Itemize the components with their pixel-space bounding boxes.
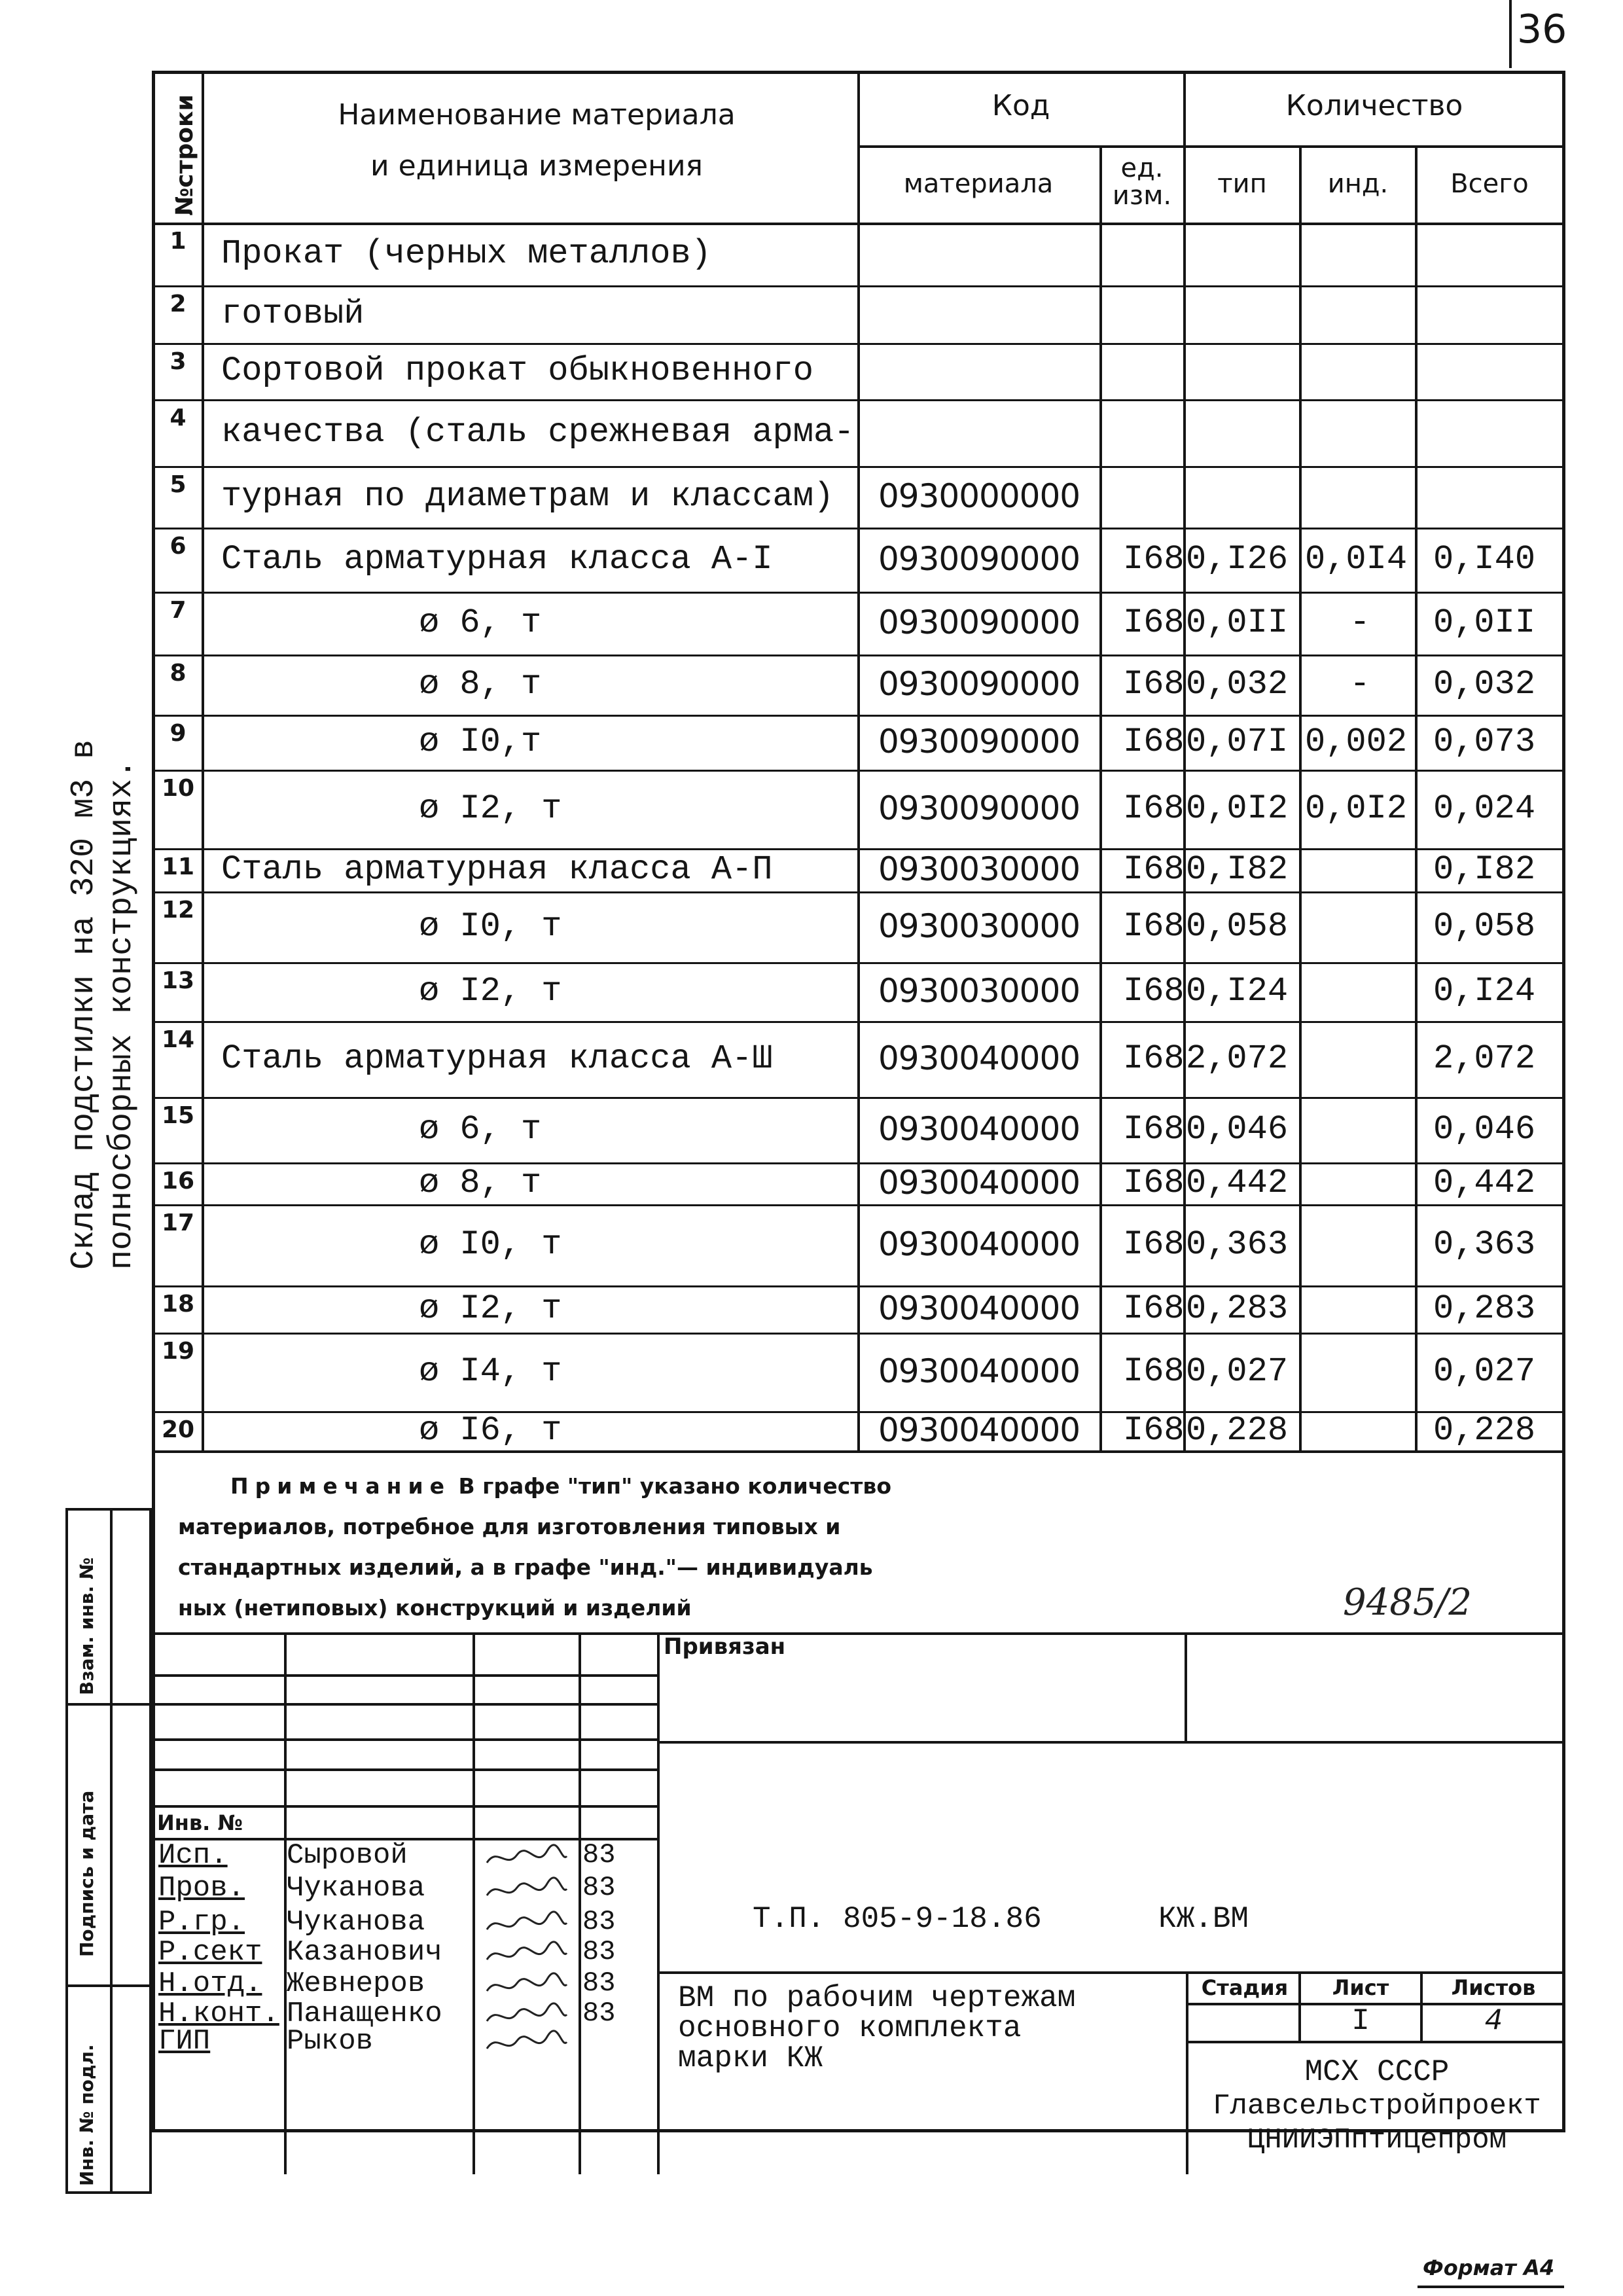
row-code: 0930040000 [878,1039,1080,1077]
inv-no-label: Инв. № [157,1810,243,1835]
row-number: 9 [169,720,187,747]
row-name: ø I6, т [419,1411,562,1450]
sheets-label: Листов [1451,1975,1536,2000]
row-total: 0,027 [1433,1352,1536,1391]
signer-year: 83 [582,1967,616,1999]
row-total: 0,442 [1433,1164,1536,1202]
format-label: Формат А4 [1423,2255,1555,2280]
row-typ: 0,0I2 [1186,789,1289,828]
note-title: Примечание [230,1473,451,1499]
row-name: Сталь арматурная класса А-П [221,850,773,889]
row-number: 2 [169,291,187,317]
tb-grid-4 [152,1768,657,1771]
header-qty: Количество [1285,89,1463,122]
row-unit: I68 [1123,850,1185,889]
row-typ: 0,363 [1186,1225,1289,1264]
row-name: ø 6, т [419,603,542,642]
row-typ: 0,032 [1186,665,1289,704]
row-separator [152,1162,1565,1164]
page-number: 36 [1517,7,1567,52]
signer-role: ГИП [158,2025,211,2058]
sheet-value: I [1351,2004,1370,2038]
row-total: 0,I40 [1433,540,1536,579]
tb-stage-bottom [1186,2041,1564,2043]
row-name: готовый [221,295,365,333]
row-number: 3 [169,348,187,375]
row-total: 0,073 [1433,723,1536,761]
signer-role: Исп. [158,1839,228,1872]
row-name: ø I4, т [419,1352,562,1391]
header-material: материала [903,169,1054,199]
row-code: 0930040000 [878,1352,1080,1390]
row-code: 0930090000 [878,540,1080,578]
row-unit: I68 [1123,907,1185,946]
left-stamp-inner [110,1508,113,2194]
row-total: 0,I24 [1433,972,1536,1011]
header-subline [857,145,1564,148]
row-typ: 0,07I [1186,723,1289,761]
row-number: 18 [161,1291,195,1318]
signer-year: 83 [582,1839,616,1871]
signer-role: Пров. [158,1872,245,1905]
left-stamp-sep-1 [65,1703,152,1706]
row-unit: I68 [1123,1039,1185,1078]
row-code: 0930090000 [878,665,1080,703]
row-number: 17 [161,1210,195,1236]
row-typ: 0,027 [1186,1352,1289,1391]
col-sep-right [1563,71,1565,1453]
row-separator [152,1285,1565,1287]
row-name: Сортовой прокат обыкновенного [221,351,813,390]
row-separator [152,715,1565,717]
row-name: Сталь арматурная класса А-Ш [221,1039,773,1078]
tb-grid-2 [152,1703,657,1706]
row-name: Прокат (черных металлов) [221,234,711,273]
stage-label: Стадия [1201,1975,1289,2000]
row-number: 20 [161,1416,195,1443]
signer-name: Чуканова [287,1872,425,1905]
row-ind: 0,0I2 [1305,789,1408,828]
signer-role: Н.отд. [158,1967,262,2000]
row-code: 0930040000 [878,1110,1080,1148]
signer-year: 83 [582,1906,616,1937]
row-code: 0930030000 [878,850,1080,888]
row-code: 0930040000 [878,1411,1080,1449]
header-unit: ед. изм. [1112,153,1172,211]
side-label-podpis: Подпись и дата [76,1790,98,1957]
row-total: 0,228 [1433,1411,1536,1450]
row-name: Сталь арматурная класса А-I [221,540,773,579]
row-separator [152,592,1565,594]
row-unit: I68 [1123,1110,1185,1149]
tb-line-code [657,1971,1564,1974]
row-total: 0,I82 [1433,850,1536,889]
row-separator [152,655,1565,656]
row-unit: I68 [1123,1225,1185,1264]
side-title-line-2: полносборных конструкциях. [103,759,141,1270]
sheet-label: Лист [1332,1975,1389,2000]
row-typ: 0,283 [1186,1289,1289,1328]
row-typ: 0,0II [1186,603,1289,642]
row-unit: I68 [1123,723,1185,761]
description-line-3: марки КЖ [678,2041,823,2075]
signer-year: 83 [582,1936,616,1967]
signature-mark [484,1843,569,1878]
row-total: 2,072 [1433,1039,1536,1078]
format-underline [1418,2286,1564,2288]
tb-grid-5 [152,1805,657,1808]
row-ind: - [1349,603,1370,642]
row-separator [152,343,1565,345]
row-separator [152,399,1565,401]
document-mark: КЖ.ВМ [1158,1902,1249,1936]
row-number: 10 [161,775,195,802]
row-code: 0930040000 [878,1289,1080,1327]
row-code: 0930030000 [878,907,1080,945]
sheets-value: 4 [1484,2004,1503,2038]
corner-divider [1509,0,1512,68]
row-unit: I68 [1123,665,1185,704]
tb-sep-sheet [1298,1971,1301,2041]
header-bottom [152,223,1565,225]
document-code: Т.П. 805-9-18.86 [753,1902,1042,1936]
note-line-3: стандартных изделий, а в графе "инд."— индивидуаль [178,1554,873,1580]
document-description [678,1983,1075,2073]
row-separator [152,1411,1565,1413]
row-code: 0930040000 [878,1164,1080,1202]
row-typ: 0,I82 [1186,850,1289,889]
signer-name: Сыровой [287,1839,408,1872]
description-line-2: основного комплекта [678,2011,1022,2045]
note-block [178,1466,1016,1628]
row-code: 0930090000 [878,789,1080,827]
row-code: 0930090000 [878,603,1080,641]
row-number: 16 [161,1168,195,1194]
side-label-vzam: Взам. инв. № [76,1557,98,1695]
table-bottom [152,1450,1565,1453]
row-number: 12 [161,897,195,924]
note-line-1: В графе "тип" указано количество [458,1473,891,1499]
tb-grid-3 [152,1738,657,1741]
header-typ: тип [1217,169,1267,199]
row-number: 7 [169,597,187,624]
signer-year: 83 [582,1998,616,2029]
row-name: ø I2, т [419,1289,562,1328]
row-separator [152,466,1565,468]
row-name: ø 8, т [419,1164,542,1202]
signer-role: Р.сект [158,1936,262,1969]
tb-sep-sig [579,1632,581,2174]
row-unit: I68 [1123,540,1185,579]
row-name: ø I2, т [419,789,562,828]
row-total: 0,363 [1433,1225,1536,1264]
header-code: Код [991,89,1050,122]
row-ind: 0,0I4 [1305,540,1408,579]
row-code: 0930030000 [878,972,1080,1010]
header-total: Всего [1450,169,1529,199]
row-separator [152,1333,1565,1335]
organization [1190,2055,1564,2157]
row-typ: 0,I26 [1186,540,1289,579]
row-unit: I68 [1123,1352,1185,1391]
row-total: 0,032 [1433,665,1536,704]
tb-sep-sheets [1420,1971,1423,2041]
signer-name: Рыков [287,2025,374,2058]
row-code: 0930040000 [878,1225,1080,1263]
row-code: 0930090000 [878,723,1080,761]
side-label-inv: Инв. № подл. [76,2044,98,2186]
org-line-3: ЦНИИЭПптицепром [1247,2124,1507,2157]
tb-sep-main [657,1632,660,2174]
signer-role: Н.конт. [158,1998,279,2030]
row-separator [152,528,1565,529]
row-number: 4 [169,404,187,431]
row-separator [152,1204,1565,1206]
row-number: 5 [169,471,187,498]
signature-mark [484,1940,569,1975]
row-number: 11 [161,853,195,880]
signature-mark [484,2029,569,2064]
note-line-4: ных (нетиповых) конструкций и изделий [178,1595,692,1621]
row-total: 0,0II [1433,603,1536,642]
row-number: 15 [161,1102,195,1129]
tb-sep-stage [1186,1971,1188,2174]
row-name: ø 6, т [419,1110,542,1149]
tb-grid-1 [152,1674,657,1677]
tb-sep-name [473,1632,475,2174]
row-typ: 0,442 [1186,1164,1289,1202]
header-row-no: №строки [171,94,198,216]
row-name: качества (сталь срежневая арма- [221,413,855,452]
row-separator [152,1021,1565,1023]
note-reference: 9485/2 [1343,1581,1472,1624]
row-separator [152,285,1565,287]
row-number: 8 [169,660,187,687]
side-title [65,739,141,1270]
row-number: 14 [161,1026,195,1053]
header-ind: инд. [1327,169,1389,199]
col-sep-name [857,71,860,1453]
row-ind: 0,002 [1305,723,1408,761]
signer-name: Жевнеров [287,1967,425,2000]
row-total: 0,283 [1433,1289,1536,1328]
signer-role: Р.гр. [158,1906,245,1939]
description-line-1: ВМ по рабочим чертежам [678,1981,1076,2015]
col-sep-rowno [202,71,204,1453]
row-separator [152,891,1565,893]
row-unit: I68 [1123,1289,1185,1328]
row-number: 6 [169,533,187,560]
header-name-line2: и единица измерения [370,149,704,183]
row-typ: 0,058 [1186,907,1289,946]
row-typ: 2,072 [1186,1039,1289,1078]
row-unit: I68 [1123,789,1185,828]
row-name: турная по диаметрам и классам) [221,477,834,516]
tb-line-privyazan [657,1741,1564,1744]
row-typ: 0,I24 [1186,972,1289,1011]
row-name: ø 8, т [419,665,542,704]
row-separator [152,1097,1565,1099]
left-stamp-sep-2 [65,1984,152,1987]
row-unit: I68 [1123,972,1185,1011]
row-ind: - [1349,665,1370,704]
row-number: 19 [161,1338,195,1365]
signature-mark [484,1876,569,1910]
row-separator [152,962,1565,964]
row-code: 0930000000 [878,477,1080,515]
row-separator [152,770,1565,772]
row-total: 0,046 [1433,1110,1536,1149]
org-line-2: Главсельстройпроект [1213,2090,1541,2123]
org-line-1: МСХ СССР [1304,2055,1450,2089]
signer-year: 83 [582,1872,616,1903]
tb-sep-privyazan [1185,1632,1187,1741]
row-unit: I68 [1123,603,1185,642]
row-name: ø I2, т [419,972,562,1011]
privyazan-label: Привязан [664,1634,786,1660]
row-unit: I68 [1123,1164,1185,1202]
row-number: 13 [161,967,195,994]
row-name: ø I0,т [419,723,542,761]
signer-name: Чуканова [287,1906,425,1939]
row-number: 1 [169,228,187,255]
row-total: 0,058 [1433,907,1536,946]
signer-name: Казанович [287,1936,442,1969]
row-unit: I68 [1123,1411,1185,1450]
side-title-line-1: Склад подстилки на 320 м3 в [65,739,103,1270]
note-line-2: материалов, потребное для изготовления типовых и [178,1514,841,1539]
header-name-line1: Наименование материала [338,98,736,132]
row-name: ø I0, т [419,907,562,946]
row-name: ø I0, т [419,1225,562,1264]
row-typ: 0,228 [1186,1411,1289,1450]
row-total: 0,024 [1433,789,1536,828]
signer-name: Панащенко [287,1998,442,2030]
row-typ: 0,046 [1186,1110,1289,1149]
